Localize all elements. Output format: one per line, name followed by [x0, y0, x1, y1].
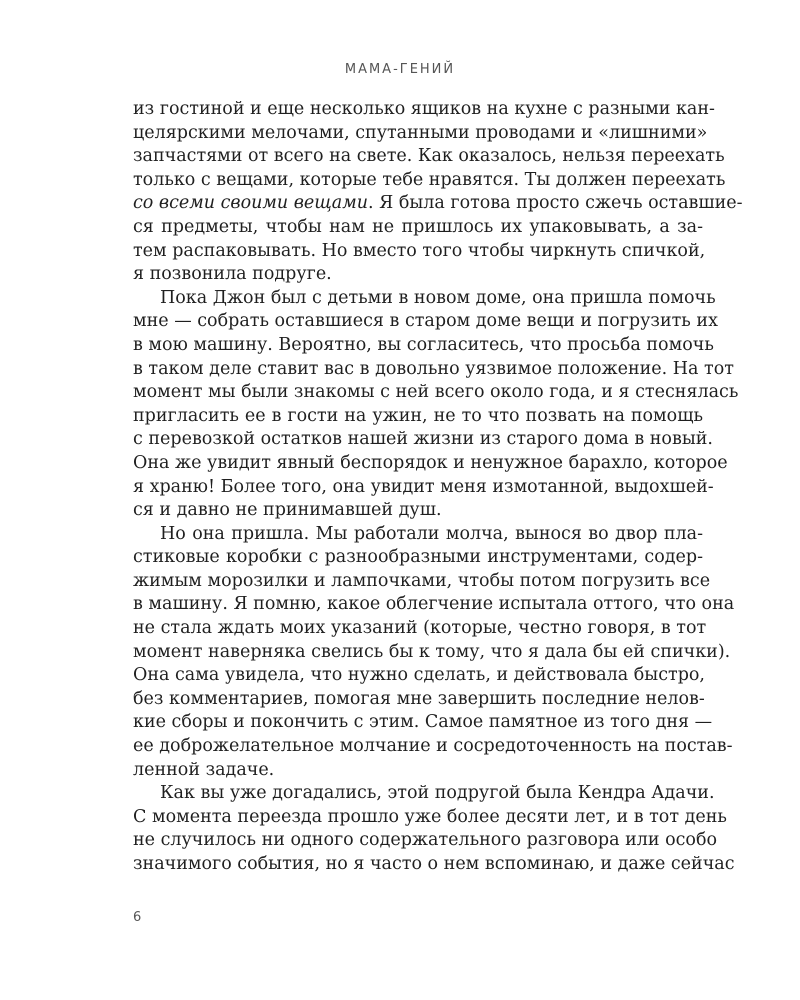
text-line: не стала ждать моих указаний (которые, честно говоря, в тот [133, 618, 707, 639]
text-line: не случилось ни одного содержательного разговора или особо [133, 830, 718, 851]
text-line: Она сама увидела, что нужно сделать, и действовала быстро, [133, 665, 705, 686]
text-line: Она же увидит явный беспорядок и ненужное барахло, которое [133, 452, 728, 473]
text-line-rest: . Я была готова просто сжечь оставшие- [368, 193, 743, 214]
text-line: ся предметы, чтобы нам не пришлось их упаковывать, а за- [133, 216, 703, 237]
text-line: из гостиной и еще несколько ящиков на кухне с разными кан- [133, 99, 715, 119]
text-line: в машину. Я помню, какое облегчение испытала оттого, что она [133, 594, 735, 615]
text-line: в мою машину. Вероятно, вы согласитесь, что просьба помочь [133, 334, 714, 355]
text-line: момент наверняка свелись бы к тому, что я дала бы ей спички). [133, 641, 731, 662]
page-body [133, 98, 743, 877]
text-line: пригласить ее в гости на ужин, не то что позвать на помощь [133, 405, 703, 426]
text-line: целярскими мелочами, спутанными проводами и «лишними» [133, 122, 708, 143]
text-line: жимым морозилки и лампочками, чтобы потом погрузить все [133, 570, 711, 591]
paragraph-4 [133, 782, 735, 876]
text-line: запчастями от всего на свете. Как оказалось, нельзя переехать [133, 146, 725, 167]
text-line: значимого события, но я часто о нем вспоминаю, и даже сейчас [133, 854, 735, 874]
text-line: ленной задаче. [133, 759, 275, 780]
text-line: только с вещами, которые тебе нравятся. Ты должен переехать [133, 169, 726, 190]
text-line: я храню! Более того, она увидит меня измотанной, выдохшей- [133, 476, 714, 497]
text-line: Как вы уже догадались, этой подругой была Кендра Адачи. [160, 783, 715, 804]
text-line: тем распаковывать. Но вместо того чтобы чиркнуть спичкой, [133, 240, 706, 261]
paragraph-2 [133, 287, 739, 523]
text-line: С момента переезда прошло уже более десяти лет, и в тот день [133, 806, 727, 827]
text-line: ее доброжелательное молчание и сосредоточенность на постав- [133, 736, 733, 757]
text-line: ся и давно не принимавшей душ. [133, 500, 442, 521]
paragraph-1 [133, 98, 743, 287]
text-line: мне — собрать оставшиеся в старом доме вещи и погрузить их [133, 311, 718, 332]
text-line: в таком деле ставит вас в довольно уязвимое положение. На тот [133, 358, 734, 379]
text-line: без комментариев, помогая мне завершить последние нелов- [133, 688, 705, 709]
running-head-title: МАМА-ГЕНИЙ [344, 62, 456, 77]
text-line-with-emphasis [133, 192, 743, 216]
text-line: я позвонила подруге. [133, 264, 332, 285]
paragraph-3 [133, 523, 735, 783]
text-line: момент мы были знакомы с ней всего около года, и я стеснялась [133, 382, 739, 403]
text-line: с перевозкой остатков нашей жизни из старого дома в новый. [133, 429, 713, 450]
text-line: кие сборы и покончить с этим. Самое памятное из того дня — [133, 712, 713, 733]
italic-emphasis: со всеми своими вещами [133, 193, 368, 214]
page-number: 6 [133, 910, 142, 925]
text-line: Но она пришла. Мы работали молча, вынося во двор пла- [160, 523, 703, 544]
text-line: стиковые коробки с разнообразными инструментами, содер- [133, 547, 703, 568]
text-line: Пока Джон был с детьми в новом доме, она пришла помочь [160, 287, 716, 308]
